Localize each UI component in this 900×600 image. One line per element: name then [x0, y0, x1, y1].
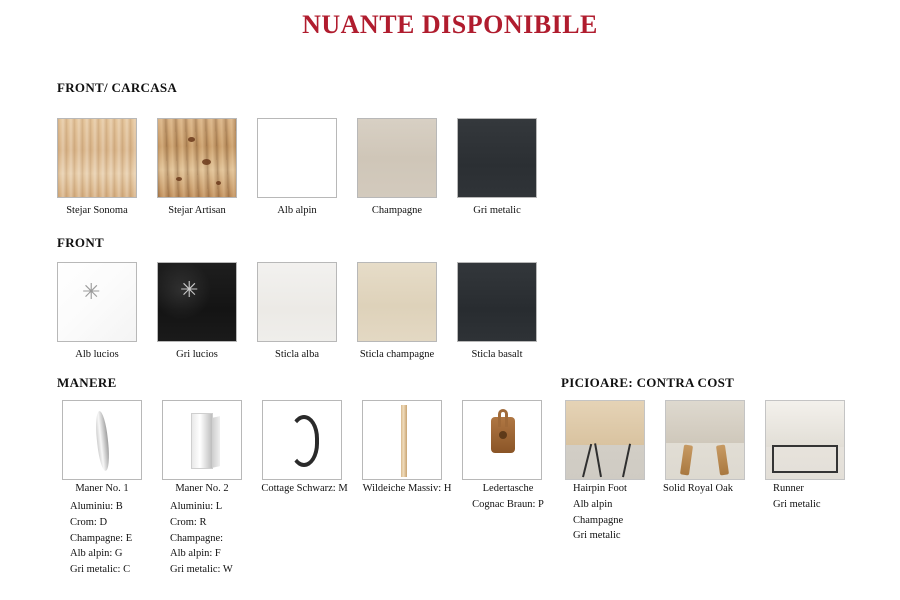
swatch-label: Gri lucios [176, 349, 218, 360]
swatch-sticla-champagne[interactable] [357, 262, 437, 361]
swatch-label: Stejar Sonoma [66, 205, 128, 216]
swatch-chip [157, 118, 237, 198]
handle-oak-bar-icon [401, 405, 407, 477]
handle-wildeiche-massiv[interactable] [362, 400, 442, 480]
handle-chip [362, 400, 442, 480]
handle-maner-no-1[interactable] [62, 400, 142, 480]
swatch-label: Gri metalic [473, 205, 521, 216]
handle-ledertasche[interactable] [462, 400, 542, 480]
swatch-stejar-artisan[interactable] [157, 118, 237, 217]
handle-maner-no-2[interactable] [162, 400, 242, 480]
handle-chip [62, 400, 142, 480]
swatch-chip [457, 118, 537, 198]
handle-chip [262, 400, 342, 480]
swatch-label: Sticla champagne [359, 349, 435, 360]
swatch-sticla-alba[interactable] [257, 262, 337, 361]
foot-photo [765, 400, 845, 480]
page-title: NUANTE DISPONIBILE [302, 10, 598, 39]
handle-options-2: Aluminiu: L Crom: R Champagne: Alb alpin: F Gri metalic: W [170, 501, 233, 575]
swatch-label: Sticla alba [274, 349, 320, 360]
swatch-label: Alb lucios [75, 349, 119, 360]
swatch-label: Sticla basalt [471, 349, 523, 360]
swatch-chip [357, 118, 437, 198]
swatch-chip [257, 118, 337, 198]
swatch-gri-metalic[interactable] [457, 118, 537, 217]
swatch-row-picioare [565, 400, 865, 480]
swatch-row-manere [62, 400, 562, 480]
section-label-front: FRONT [57, 235, 104, 250]
foot-solid-royal-oak[interactable] [665, 400, 745, 480]
swatch-champagne[interactable] [357, 118, 437, 217]
section-label-picioare: PICIOARE: CONTRA COST [561, 375, 735, 390]
swatch-gri-lucios[interactable] [157, 262, 237, 361]
swatch-chip [357, 262, 437, 342]
swatch-alb-alpin[interactable] [257, 118, 337, 217]
handle-caption-1: Maner No. 1 [75, 483, 129, 494]
swatch-chip [457, 262, 537, 342]
handle-caption-3: Cottage Schwarz: M [261, 483, 348, 494]
handle-caption-2: Maner No. 2 [175, 483, 229, 494]
foot-hairpin[interactable] [565, 400, 645, 480]
swatch-row-front-carcasa [57, 118, 557, 217]
foot-photo [565, 400, 645, 480]
swatch-stejar-sonoma[interactable] [57, 118, 137, 217]
foot-photo [665, 400, 745, 480]
sparkle-icon: ✳ [180, 277, 199, 302]
swatch-chip [57, 118, 137, 198]
handle-black-bow-icon [289, 415, 319, 467]
section-label-front-carcasa: FRONT/ CARCASA [57, 80, 178, 95]
foot-caption-solid-oak: Solid Royal Oak [663, 483, 733, 494]
handle-caption-4: Wildeiche Massiv: H [362, 483, 452, 494]
swatch-chip [257, 262, 337, 342]
swatch-label: Alb alpin [277, 205, 317, 216]
handle-leather-strap-icon [491, 417, 515, 453]
swatch-chip [57, 262, 137, 342]
handle-cottage-schwarz[interactable] [262, 400, 342, 480]
section-label-manere: MANERE [57, 375, 117, 390]
foot-runner[interactable] [765, 400, 845, 480]
foot-caption-hairpin: Hairpin Foot Alb alpin Champagne Gri metalic [573, 483, 627, 542]
handle-square-icon [191, 413, 213, 469]
handle-bow-icon [94, 411, 111, 472]
handle-chip [162, 400, 242, 480]
sparkle-icon: ✳ [82, 279, 101, 304]
handle-options-1: Aluminiu: B Crom: D Champagne: E Alb alpin: G Gri metalic: C [70, 501, 133, 575]
foot-caption-runner: Runner Gri metalic [773, 483, 821, 510]
swatch-row-front [57, 262, 557, 361]
handle-caption-5: Ledertasche Cognac Braun: P [472, 483, 544, 510]
swatch-chip [157, 262, 237, 342]
swatch-alb-lucios[interactable] [57, 262, 137, 361]
swatch-label: Stejar Artisan [168, 205, 226, 216]
swatch-label: Champagne [371, 205, 423, 216]
swatch-sticla-basalt[interactable] [457, 262, 537, 361]
handle-chip [462, 400, 542, 480]
